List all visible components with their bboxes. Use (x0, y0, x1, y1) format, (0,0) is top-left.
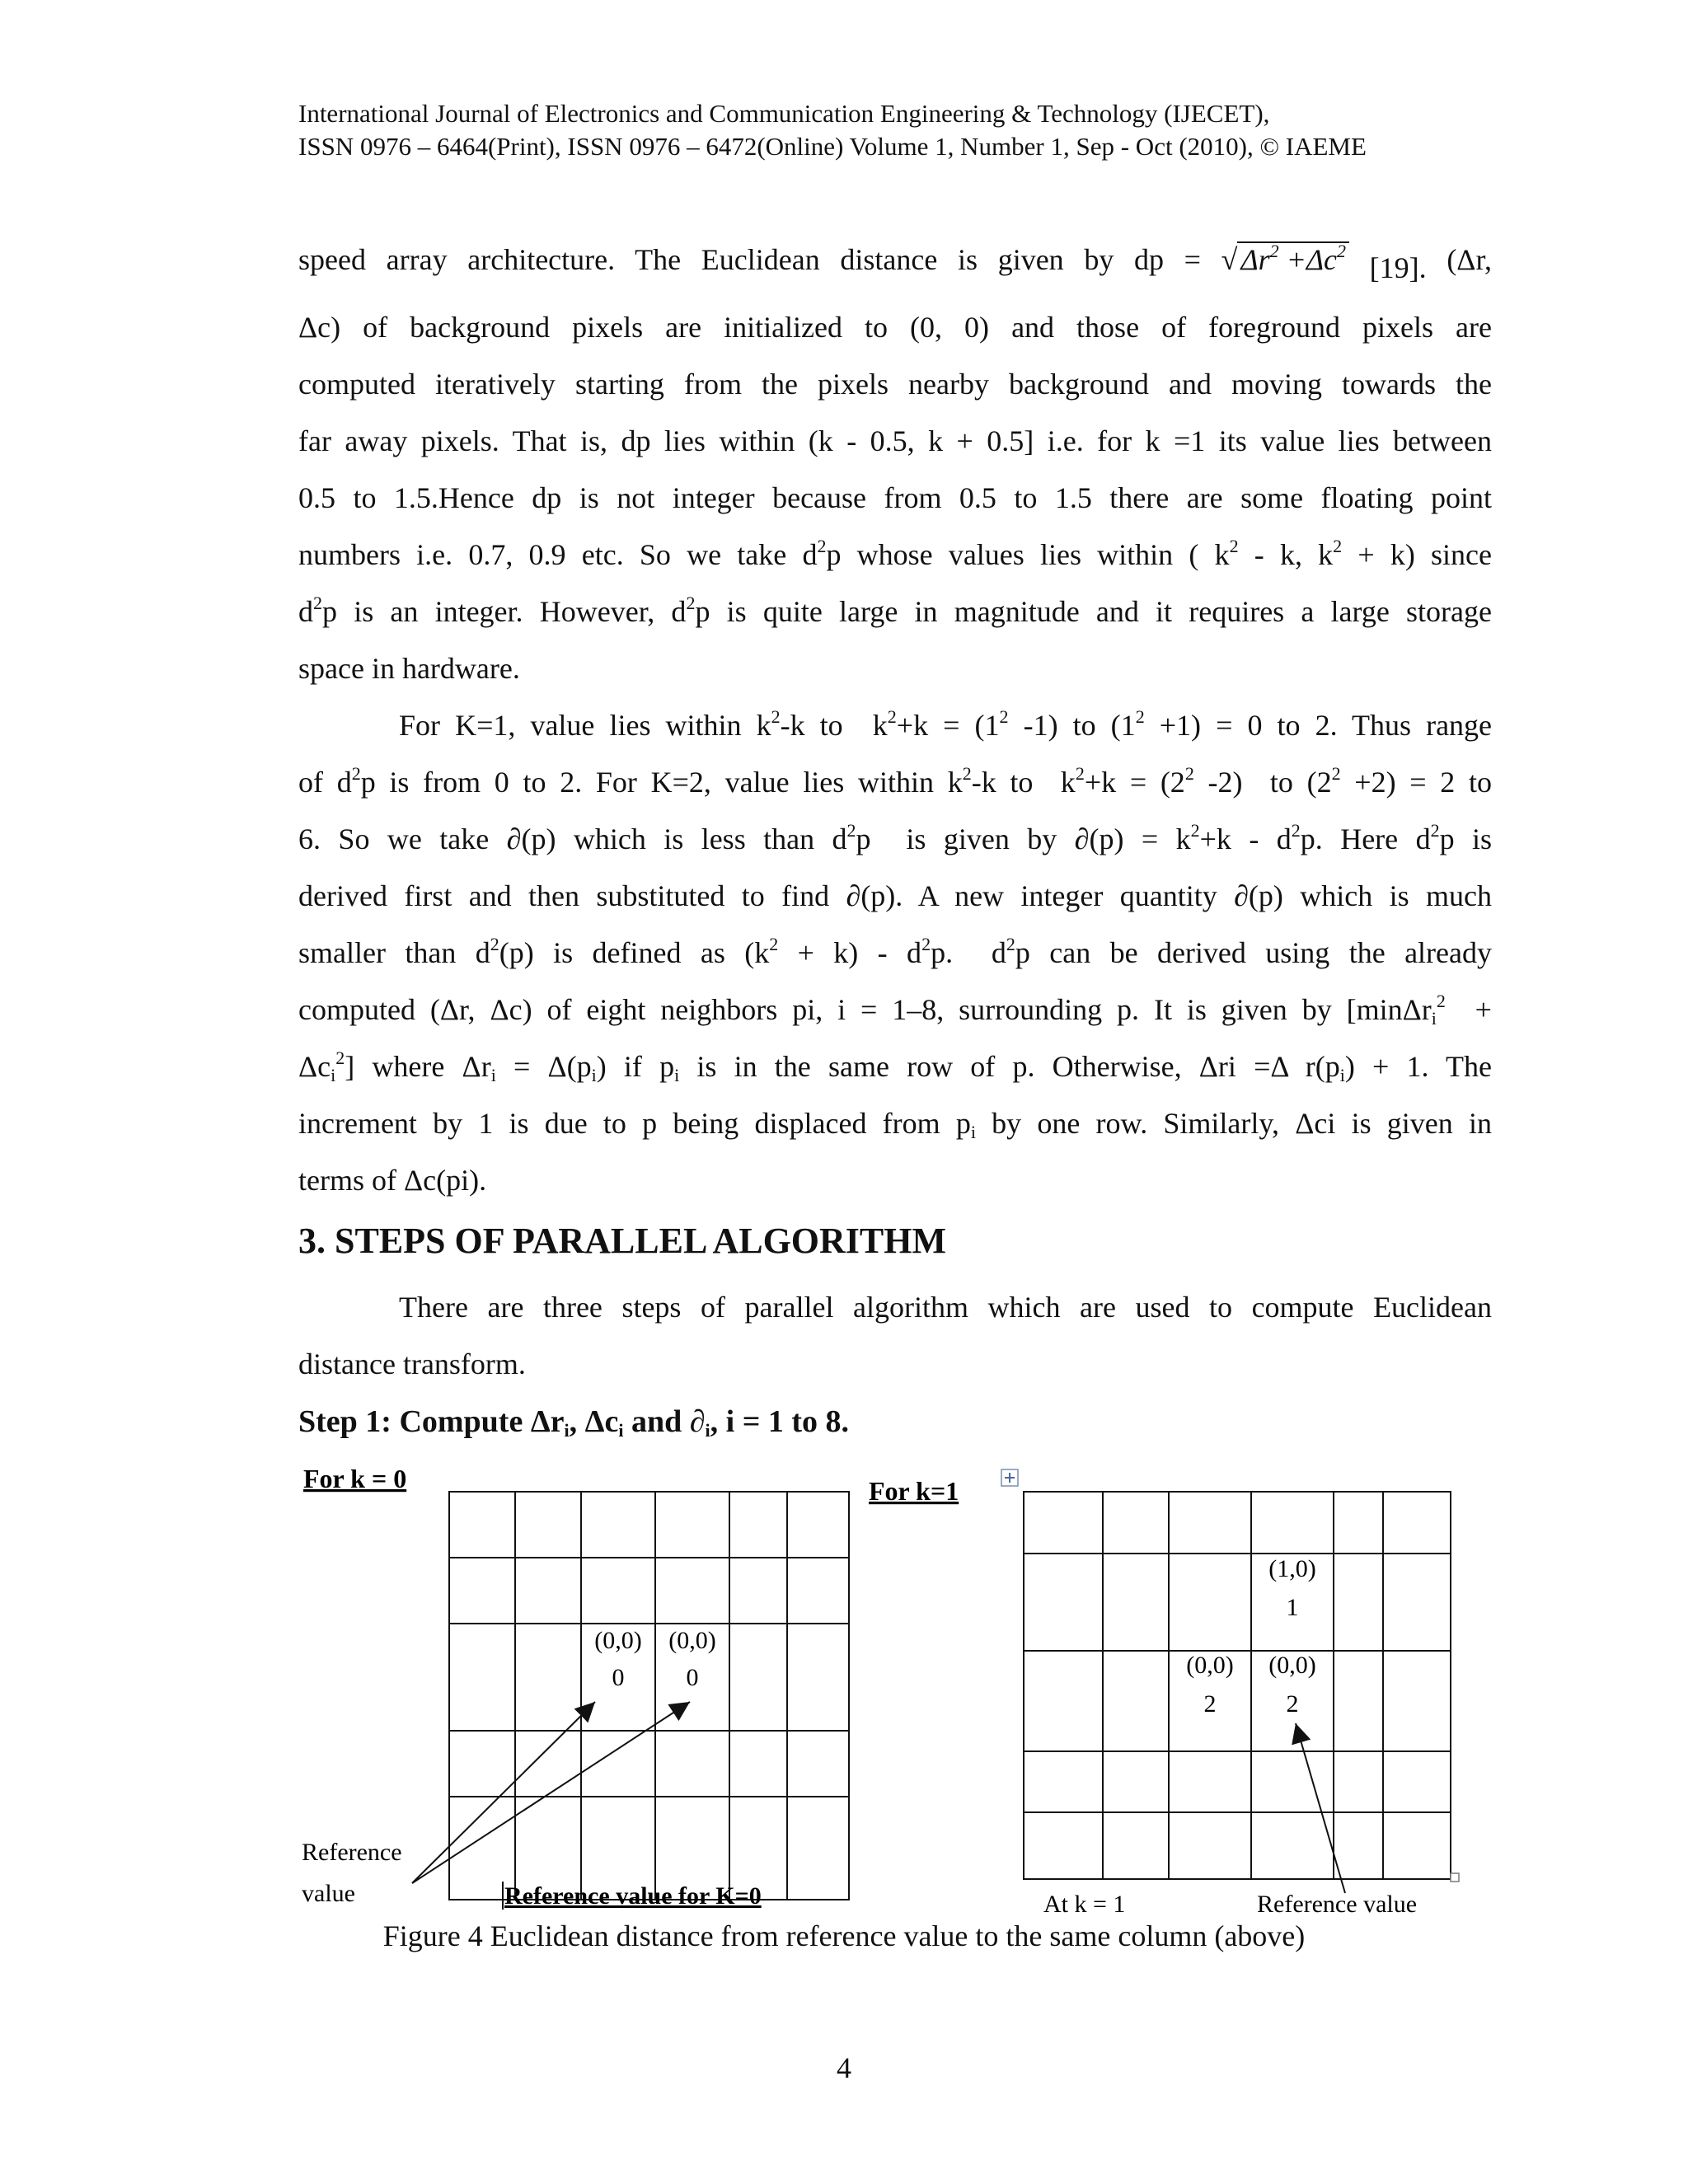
body-line-2: Δc) of background pixels are initialized to (0, 0) and those of foreground pixels are (298, 311, 1492, 344)
cell-a-value: 0 (612, 1664, 625, 1691)
body-line-9: For K=1, value lies within $k^2-k$ to $k^2+k = (1^2$ -1) to $(1^2 +1) = 0$ to 2. Thus range (399, 706, 1493, 742)
reference-label-line-2: value (302, 1880, 355, 1907)
sqrt-formula: √ $\Delta r^2 +\Delta c^2$ (1221, 241, 1349, 279)
body-line-6: numbers i.e. 0.7, 0.9 etc. So we take $d^2p$ whose values lies within ( $k^2$ - k, $k^2 + k$) since (298, 536, 1492, 571)
body-line-10: of $d^2p$ is from 0 to 2. For K=2, value lies within $k^2-k$ to $k^2+k = (2^2$ -2) to $(2^2 +2) = 2$ to (298, 763, 1492, 799)
body-line-17: terms of Δc(pi). (298, 1164, 487, 1197)
r-cell-top-value: 1 (1286, 1594, 1299, 1621)
body-text: speed array architecture. The Euclidean distance is given by dp = (298, 243, 1201, 276)
body-line-3: computed iteratively starting from the pixels nearby background and moving towards the (298, 368, 1492, 401)
body-line-1: speed array architecture. The Euclidean distance is given by dp = √ $\Delta r^2 +\Delta c^2$ [19]. (Δr, (298, 241, 1492, 284)
resize-handle-icon[interactable] (1451, 1873, 1459, 1882)
cell-b-coord: (0,0) (668, 1627, 716, 1654)
left-caption: Reference value for K=0 (504, 1882, 762, 1910)
body-line-15: $\Delta c_i^2$] where $\Delta r_i = \Delta(p_i)$ if $p_i$ is in the same row of p. Otherwise, Δri =Δ $r(p_i) + 1$. The (298, 1047, 1492, 1085)
figure-background (280, 1455, 1467, 1916)
at-k-label: At k = 1 (1043, 1891, 1126, 1916)
r-cell-left-value: 2 (1203, 1690, 1217, 1718)
body-line-11: 6. So we take ∂(p) which is less than $d^2p$ is given by $\partial(p) = k^2+k - d^2p$. Here $d^2p$ is (298, 820, 1493, 855)
left-grid-title: For k = 0 (303, 1464, 407, 1493)
figure-4 (280, 1455, 1467, 1916)
section-para-line-1: There are three steps of parallel algorithm which are used to compute Euclidean (399, 1291, 1492, 1324)
cell-b-value: 0 (686, 1664, 699, 1691)
header-line-1: International Journal of Electronics and Communication Engineering & Technology (IJECET), (298, 99, 1270, 128)
body-line-14: computed (Δr, Δc) of eight neighbors pi, i = 1–8, surrounding p. It is given by [minΔr$_i^2$ + (298, 991, 1492, 1029)
r-cell-right-coord: (0,0) (1268, 1652, 1316, 1679)
body-line-5: 0.5 to 1.5.Hence dp is not integer because from 0.5 to 1.5 there are some floating point (298, 481, 1492, 514)
journal-header (298, 97, 1367, 163)
header-line-2: ISSN 0976 – 6464(Print), ISSN 0976 – 6472(Online) Volume 1, Number 1, Sep - Oct (2010), © IAEME (298, 132, 1367, 161)
body-line-8: space in hardware. (298, 652, 520, 685)
section-heading: 3. STEPS OF PARALLEL ALGORITHM (298, 1221, 947, 1261)
figure-caption: Figure 4 Euclidean distance from reference value to the same column (above) (382, 1919, 1306, 1952)
right-grid-title: For k=1 (869, 1476, 959, 1506)
r-cell-top-coord: (1,0) (1268, 1555, 1316, 1582)
step-1-heading: Step 1: Compute $\Delta r_i$, $\Delta c_i$ and $\partial_i$, i = 1 to 8. (298, 1404, 850, 1441)
r-cell-right-value: 2 (1286, 1690, 1299, 1718)
reference-label-line-1: Reference (302, 1839, 402, 1866)
reference-value-label: Reference value (1257, 1891, 1418, 1916)
body-line-13: smaller than $d^2(p)$ is defined as $(k^2 + k) - d^2p$. $d^2p$ can be derived using the already (298, 934, 1492, 969)
body-line-16: increment by 1 is due to p being displaced from $p_i$ by one row. Similarly, Δci is given in (298, 1107, 1492, 1142)
cell-a-coord: (0,0) (594, 1627, 642, 1654)
body-line-7: $d^2p$ is an integer. However, $d^2p$ is quite large in magnitude and it requires a large storage (298, 593, 1493, 628)
body-line-12: derived first and then substituted to find ∂(p). A new integer quantity ∂(p) which is much (298, 879, 1492, 912)
page-number: 4 (837, 2051, 851, 2084)
r-cell-left-coord: (0,0) (1186, 1652, 1234, 1679)
body-line-4: far away pixels. That is, dp lies within (k - 0.5, k + 0.5] i.e. for k =1 its value lies between (298, 424, 1492, 457)
citation: [19]. (1369, 251, 1427, 284)
section-para-line-2: distance transform. (298, 1347, 526, 1380)
